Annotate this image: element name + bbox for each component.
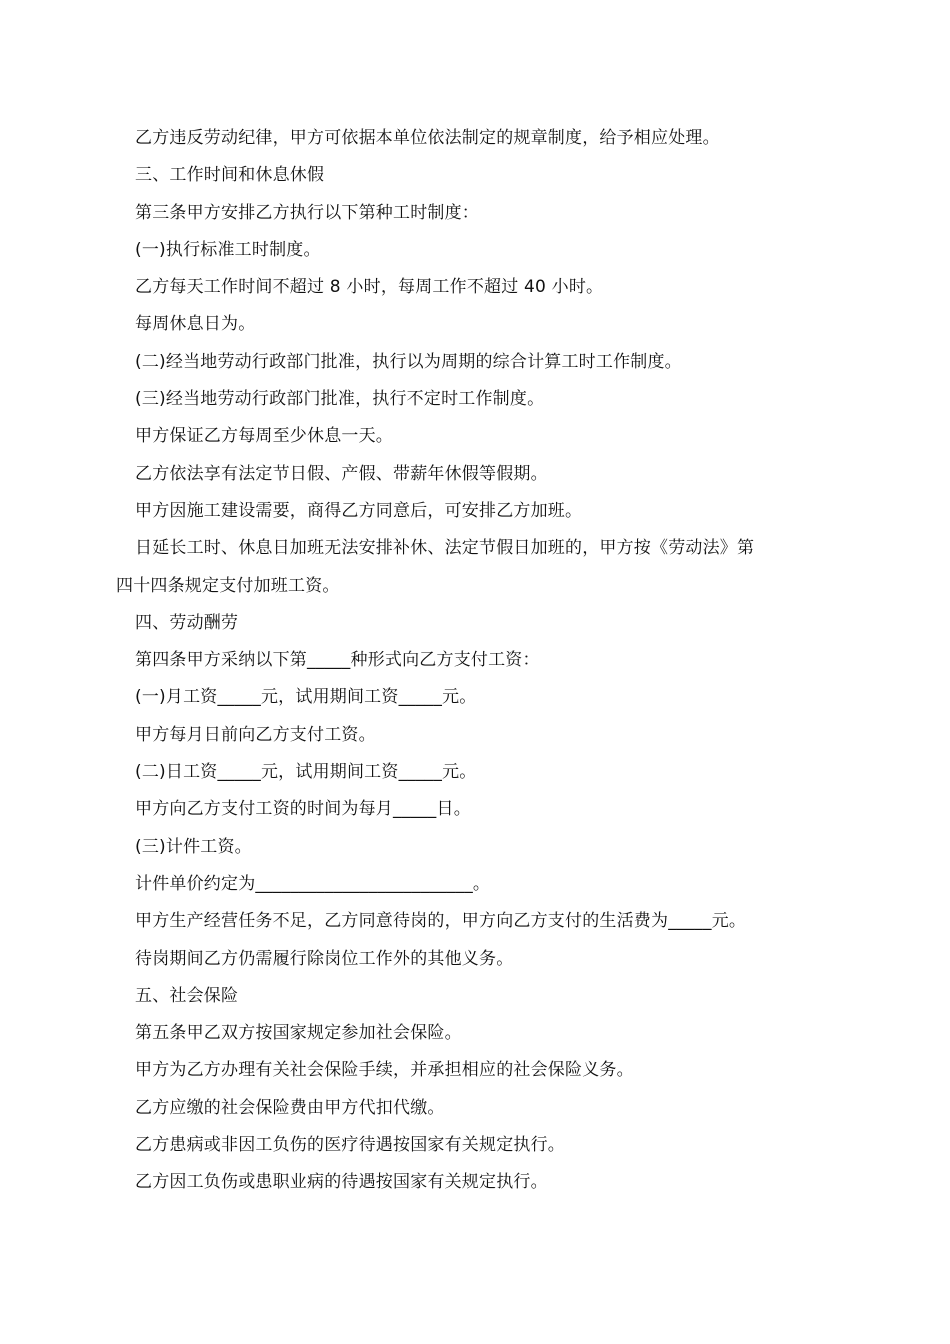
paragraph-line: 四十四条规定支付加班工资。 bbox=[116, 575, 340, 596]
paragraph-line: 待岗期间乙方仍需履行除岗位工作外的其他义务。 bbox=[135, 948, 514, 969]
paragraph-line: 第四条甲方采纳以下第_____种形式向乙方支付工资： bbox=[135, 650, 540, 671]
paragraph-line: (三)计件工资。 bbox=[135, 836, 252, 857]
paragraph-line: (三)经当地劳动行政部门批准，执行不定时工作制度。 bbox=[135, 389, 545, 410]
paragraph-line: 甲方因施工建设需要，商得乙方同意后，可安排乙方加班。 bbox=[135, 500, 583, 521]
paragraph-line: (一)月工资_____元，试用期间工资_____元。 bbox=[135, 687, 477, 708]
paragraph-line: 三、工作时间和休息休假 bbox=[135, 165, 325, 186]
paragraph-line: 乙方应缴的社会保险费由甲方代扣代缴。 bbox=[135, 1097, 445, 1118]
paragraph-line: 乙方因工负伤或患职业病的待遇按国家有关规定执行。 bbox=[135, 1172, 548, 1193]
paragraph-line: 日延长工时、休息日加班无法安排补休、法定节假日加班的，甲方按《劳动法》第 bbox=[135, 538, 755, 559]
paragraph-line: 甲方生产经营任务不足，乙方同意待岗的，甲方向乙方支付的生活费为_____元。 bbox=[135, 911, 747, 932]
paragraph-line: 甲方为乙方办理有关社会保险手续，并承担相应的社会保险义务。 bbox=[135, 1060, 634, 1081]
paragraph-line: 每周休息日为。 bbox=[135, 314, 256, 335]
paragraph-line: 计件单价约定为_________________________。 bbox=[135, 873, 491, 894]
paragraph-line: 甲方保证乙方每周至少休息一天。 bbox=[135, 426, 393, 447]
document-body bbox=[116, 120, 836, 1202]
paragraph-line: 乙方每天工作时间不超过 8 小时，每周工作不超过 40 小时。 bbox=[135, 277, 604, 298]
paragraph-line: 第五条甲乙双方按国家规定参加社会保险。 bbox=[135, 1023, 462, 1044]
paragraph-line: (一)执行标准工时制度。 bbox=[135, 239, 321, 260]
paragraph-line: 乙方患病或非因工负伤的医疗待遇按国家有关规定执行。 bbox=[135, 1135, 565, 1156]
paragraph-line: 甲方每月日前向乙方支付工资。 bbox=[135, 724, 376, 745]
paragraph-line: 乙方依法享有法定节日假、产假、带薪年休假等假期。 bbox=[135, 463, 548, 484]
paragraph-line: (二)日工资_____元，试用期间工资_____元。 bbox=[135, 762, 477, 783]
paragraph-line: 甲方向乙方支付工资的时间为每月_____日。 bbox=[135, 799, 471, 820]
paragraph-line: (二)经当地劳动行政部门批准，执行以为周期的综合计算工时工作制度。 bbox=[135, 351, 682, 372]
paragraph-line: 第三条甲方安排乙方执行以下第种工时制度： bbox=[135, 202, 479, 223]
paragraph-line: 五、社会保险 bbox=[135, 985, 239, 1006]
paragraph-line: 四、劳动酬劳 bbox=[135, 612, 239, 633]
paragraph-line: 乙方违反劳动纪律，甲方可依据本单位依法制定的规章制度，给予相应处理。 bbox=[135, 128, 720, 148]
